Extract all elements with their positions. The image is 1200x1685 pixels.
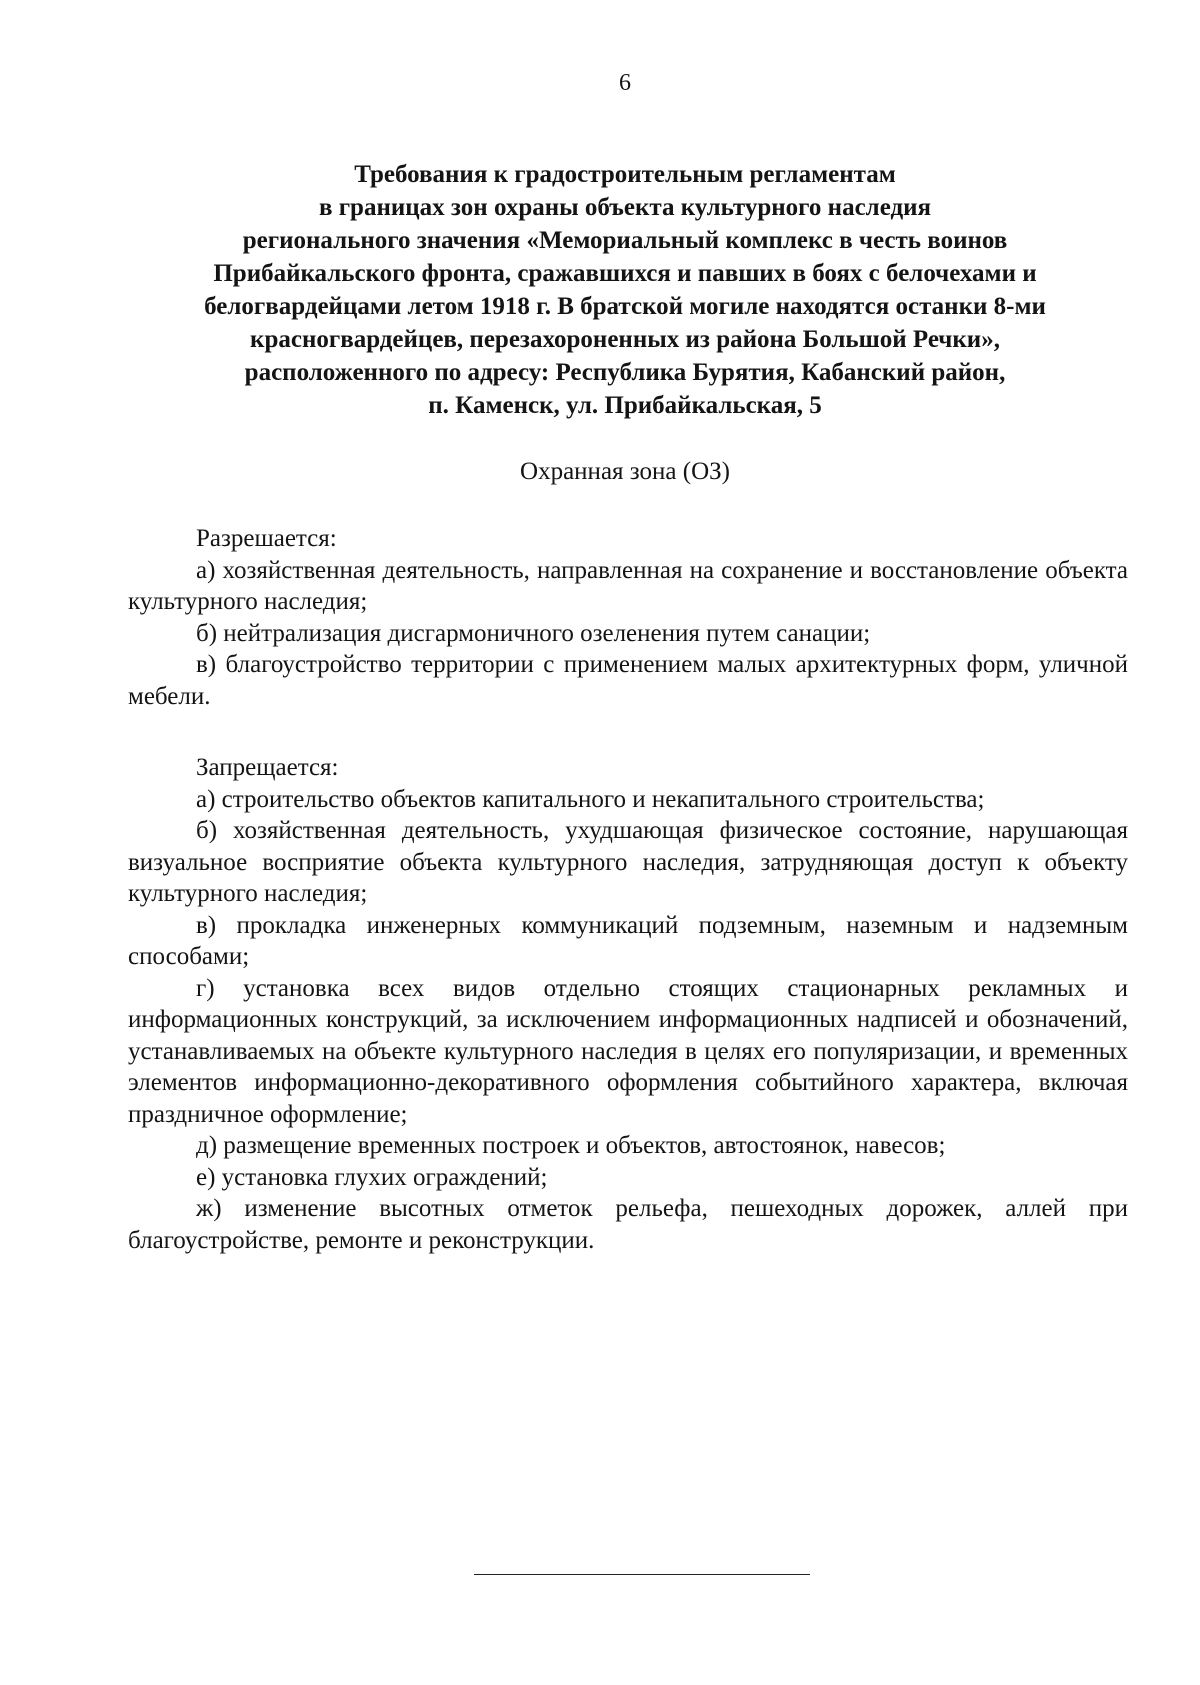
forbidden-section	[128, 752, 1128, 1256]
forbidden-item: ж) изменение высотных отметок рельефа, пешеходных дорожек, аллей при благоустройстве, ремонте и реконструкции.	[128, 1195, 1128, 1254]
title-line: п. Каменск, ул. Прибайкальская, 5	[428, 392, 822, 419]
forbidden-item: б) хозяйственная деятельность, ухудшающая физическое состояние, нарушающая визуальное восприятие объекта культурного наследия, затрудняющая доступ к объекту культурного наследия;	[128, 817, 1128, 907]
allowed-item: в) благоустройство территории с применением малых архитектурных форм, уличной мебели.	[128, 651, 1128, 710]
title-line: белогвардейцами летом 1918 г. В братской могиле находятся останки 8-ми	[204, 293, 1046, 320]
closing-divider-line	[474, 1574, 810, 1575]
zone-name: Охранная зона (ОЗ)	[520, 458, 730, 485]
allowed-section	[128, 523, 1128, 712]
forbidden-item: г) установка всех видов отдельно стоящих стационарных рекламных и информационных конструкций, за исключением информационных надписей и обозначений, устанавливаемых на объекте культурного наследия в целях его популяризации, и временных элементов информационно-декоративного оформления событийного характера, включая праздничное оформление;	[128, 974, 1128, 1128]
allowed-item: а) хозяйственная деятельность, направленная на сохранение и восстановление объекта культурного наследия;	[128, 556, 1128, 615]
forbidden-heading: Запрещается:	[196, 754, 339, 781]
title-line: расположенного по адресу: Республика Бурятия, Кабанский район,	[244, 359, 1006, 386]
forbidden-item: е) установка глухих ограждений;	[196, 1163, 548, 1191]
title-line: Требования к градостроительным регламентам	[354, 161, 896, 188]
forbidden-item: а) строительство объектов капитального и некапитального строительства;	[196, 785, 985, 813]
title-line: в границах зон охраны объекта культурного наследия	[318, 194, 932, 221]
page-number: 6	[619, 70, 631, 96]
allowed-heading: Разрешается:	[196, 525, 337, 552]
document-title	[130, 158, 1120, 422]
allowed-item: б) нейтрализация дисгармоничного озеленения путем санации;	[196, 619, 871, 647]
title-line: Прибайкальского фронта, сражавшихся и павших в боях с белочехами и	[213, 260, 1037, 287]
title-line: регионального значения «Мемориальный комплекс в честь воинов	[242, 227, 1008, 254]
forbidden-item: в) прокладка инженерных коммуникаций подземным, наземным и надземным способами;	[128, 911, 1128, 970]
forbidden-item: д) размещение временных построек и объектов, автостоянок, навесов;	[196, 1132, 946, 1159]
title-line: красногвардейцев, перезахороненных из района Большой Речки»,	[250, 326, 1000, 353]
